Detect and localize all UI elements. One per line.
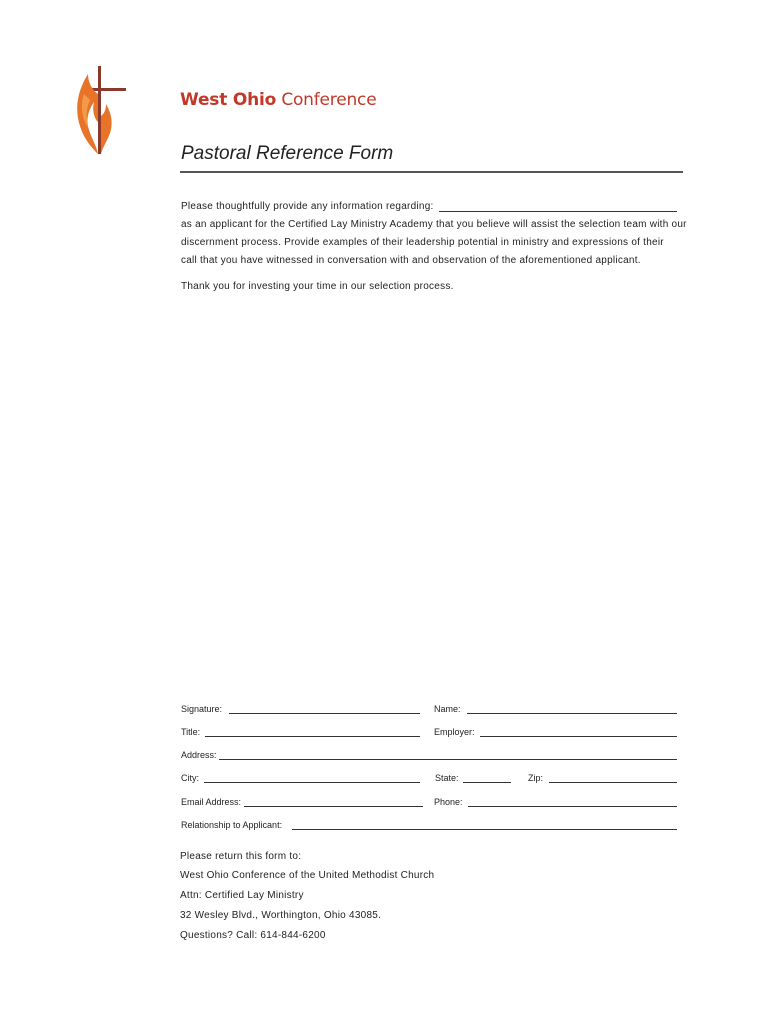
- return-line-4: Questions? Call: 614-844-6200: [180, 930, 326, 941]
- return-line-3: 32 Wesley Blvd., Worthington, Ohio 43085.: [180, 910, 382, 921]
- intro-line-3: discernment process. Provide examples of their leadership potential in ministry and expressions of their: [181, 237, 664, 248]
- name-label: Name:: [434, 704, 461, 714]
- return-heading: Please return this form to:: [180, 851, 302, 862]
- zip-field[interactable]: [549, 782, 677, 783]
- employer-field[interactable]: [480, 736, 677, 737]
- state-label: State:: [435, 773, 459, 783]
- city-field[interactable]: [204, 782, 420, 783]
- return-line-1: West Ohio Conference of the United Methodist Church: [180, 870, 435, 881]
- org-name-rest: Conference: [276, 90, 377, 110]
- intro-line-4: call that you have witnessed in conversation with and observation of the aforementioned applicant.: [181, 255, 641, 266]
- intro-line-2: as an applicant for the Certified Lay Ministry Academy that you believe will assist the selection team with our: [181, 219, 687, 230]
- email-label: Email Address:: [181, 797, 242, 807]
- signature-field[interactable]: [229, 713, 420, 714]
- title-divider: [180, 171, 683, 173]
- city-label: City:: [181, 773, 199, 783]
- org-name-bold: West Ohio: [180, 90, 277, 110]
- phone-label: Phone:: [434, 797, 463, 807]
- address-field[interactable]: [219, 759, 677, 760]
- applicant-name-line[interactable]: [439, 211, 677, 212]
- name-field[interactable]: [467, 713, 677, 714]
- address-label: Address:: [181, 750, 217, 760]
- intro-line-1: Please thoughtfully provide any information regarding:: [181, 201, 434, 212]
- title-field[interactable]: [205, 736, 420, 737]
- organization-name: [180, 90, 376, 110]
- state-field[interactable]: [463, 782, 511, 783]
- phone-field[interactable]: [468, 806, 677, 807]
- email-field[interactable]: [244, 806, 423, 807]
- thanks-line: Thank you for investing your time in our selection process.: [181, 281, 454, 292]
- employer-label: Employer:: [434, 727, 475, 737]
- return-line-2: Attn: Certified Lay Ministry: [180, 890, 304, 901]
- relationship-label: Relationship to Applicant:: [181, 820, 283, 830]
- zip-label: Zip:: [528, 773, 544, 783]
- cross-and-flame-logo: [74, 64, 130, 156]
- form-title: Pastoral Reference Form: [181, 143, 394, 164]
- signature-label: Signature:: [181, 704, 223, 714]
- relationship-field[interactable]: [292, 829, 677, 830]
- title-label: Title:: [181, 727, 201, 737]
